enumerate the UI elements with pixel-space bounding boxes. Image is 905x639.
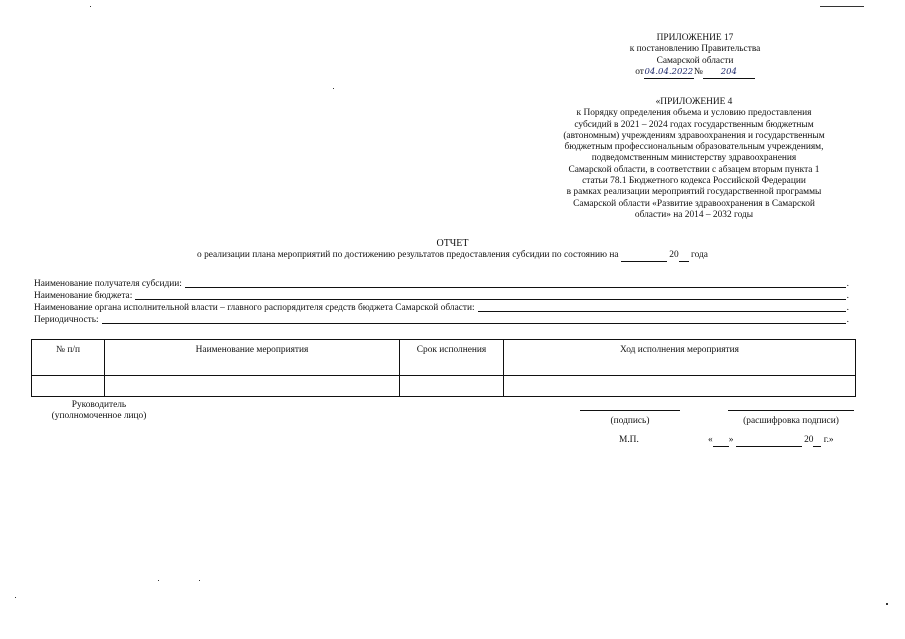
field-periodicity-line[interactable] — [102, 315, 846, 324]
annex17-number-value: 204 — [720, 66, 737, 77]
table-cell[interactable] — [32, 376, 105, 397]
report-title: ОТЧЕТ — [436, 238, 469, 249]
field-budget-label: Наименование бюджета: — [34, 291, 133, 301]
table-header-row — [32, 340, 856, 376]
annex17-date-line — [590, 67, 800, 79]
annex4-line: бюджетным профессиональным образовательным учреждениям, — [564, 142, 824, 153]
field-authority-label: Наименование органа исполнительной власти – главного распорядителя средств бюджета Самарской области: — [34, 303, 475, 313]
report-subtitle-suffix: года — [690, 250, 708, 260]
scan-speck — [90, 6, 91, 7]
field-budget: Наименование бюджета: . — [34, 291, 849, 301]
table-row — [32, 376, 856, 397]
report-subtitle-year: 20 — [669, 250, 679, 260]
head-line1: Руководитель — [71, 400, 127, 410]
annex4-line: Самарской области «Развитие здравоохранения в Самарской — [573, 198, 815, 209]
annex17-line2: Самарской области — [656, 55, 734, 66]
field-recipient-label: Наименование получателя субсидии: — [34, 279, 182, 289]
annex17-title: ПРИЛОЖЕНИЕ 17 — [656, 33, 734, 43]
annex4-line: «ПРИЛОЖЕНИЕ 4 — [655, 97, 733, 107]
scan-mark — [820, 6, 864, 7]
annex4-line: субсидий в 2021 – 2024 годах государственным бюджетным — [574, 119, 814, 130]
table-cell[interactable] — [504, 376, 856, 397]
annex4-line: статьи 78.1 Бюджетного кодекса Российской Федерации — [582, 175, 806, 186]
signature-line[interactable] — [580, 410, 680, 411]
annex4-line: (автономным) учреждениям здравоохранения и государственным — [563, 130, 825, 141]
decode-caption: (расшифровка подписи) — [743, 416, 839, 426]
annex17-date-value: 04.04.2022 — [644, 66, 694, 77]
decode-line[interactable] — [728, 410, 854, 411]
annex4-block — [538, 97, 850, 221]
scan-speck — [886, 603, 888, 605]
scan-speck — [15, 597, 16, 598]
annex4-line: в рамках реализации мероприятий государственной программы — [566, 187, 822, 198]
report-subtitle — [0, 250, 905, 262]
scan-speck — [158, 580, 159, 581]
head-line2: (уполномоченное лицо) — [51, 411, 147, 422]
field-periodicity: Периодичность: . — [34, 315, 849, 325]
sign-date: « » 20 г.» — [708, 435, 834, 447]
sign-date-suffix: г.» — [823, 435, 834, 445]
report-table — [31, 339, 856, 397]
signature-caption: (подпись) — [610, 416, 650, 426]
col-header-progress: Ход исполнения мероприятия — [504, 340, 856, 376]
table-cell[interactable] — [105, 376, 400, 397]
annex4-line: к Порядку определения объема и условию предоставления — [576, 108, 812, 119]
table-cell[interactable] — [400, 376, 504, 397]
annex4-line: области» на 2014 – 2032 годы — [634, 209, 754, 220]
field-authority: Наименование органа исполнительной власти – главного распорядителя средств бюджета Самарской области: . — [34, 303, 849, 313]
annex4-line: Самарской области, в соответствии с абзацем вторым пункта 1 — [568, 164, 820, 175]
scan-speck — [199, 580, 200, 581]
field-budget-line[interactable] — [135, 291, 845, 300]
scan-speck — [333, 88, 334, 89]
field-recipient: Наименование получателя субсидии: . — [34, 279, 849, 289]
col-header-number: № п/п — [32, 340, 105, 376]
annex17-date-prefix: от — [635, 66, 644, 77]
field-authority-line[interactable] — [478, 303, 846, 312]
annex4-line: подведомственным министерству здравоохранения — [591, 153, 797, 164]
col-header-deadline: Срок исполнения — [400, 340, 504, 376]
sign-date-year: 20 — [804, 435, 814, 445]
annex17-number-prefix: № — [693, 66, 703, 77]
stamp-label: М.П. — [619, 435, 639, 445]
report-subtitle-prefix: о реализации плана мероприятий по достижению результатов предоставления субсидии по состоянию на — [197, 250, 619, 260]
col-header-activity: Наименование мероприятия — [105, 340, 400, 376]
field-recipient-line[interactable] — [185, 279, 846, 288]
annex17-line1: к постановлению Правительства — [629, 44, 761, 55]
field-periodicity-label: Периодичность: — [34, 315, 99, 325]
head-signatory — [34, 400, 164, 423]
annex17-block — [590, 33, 800, 79]
